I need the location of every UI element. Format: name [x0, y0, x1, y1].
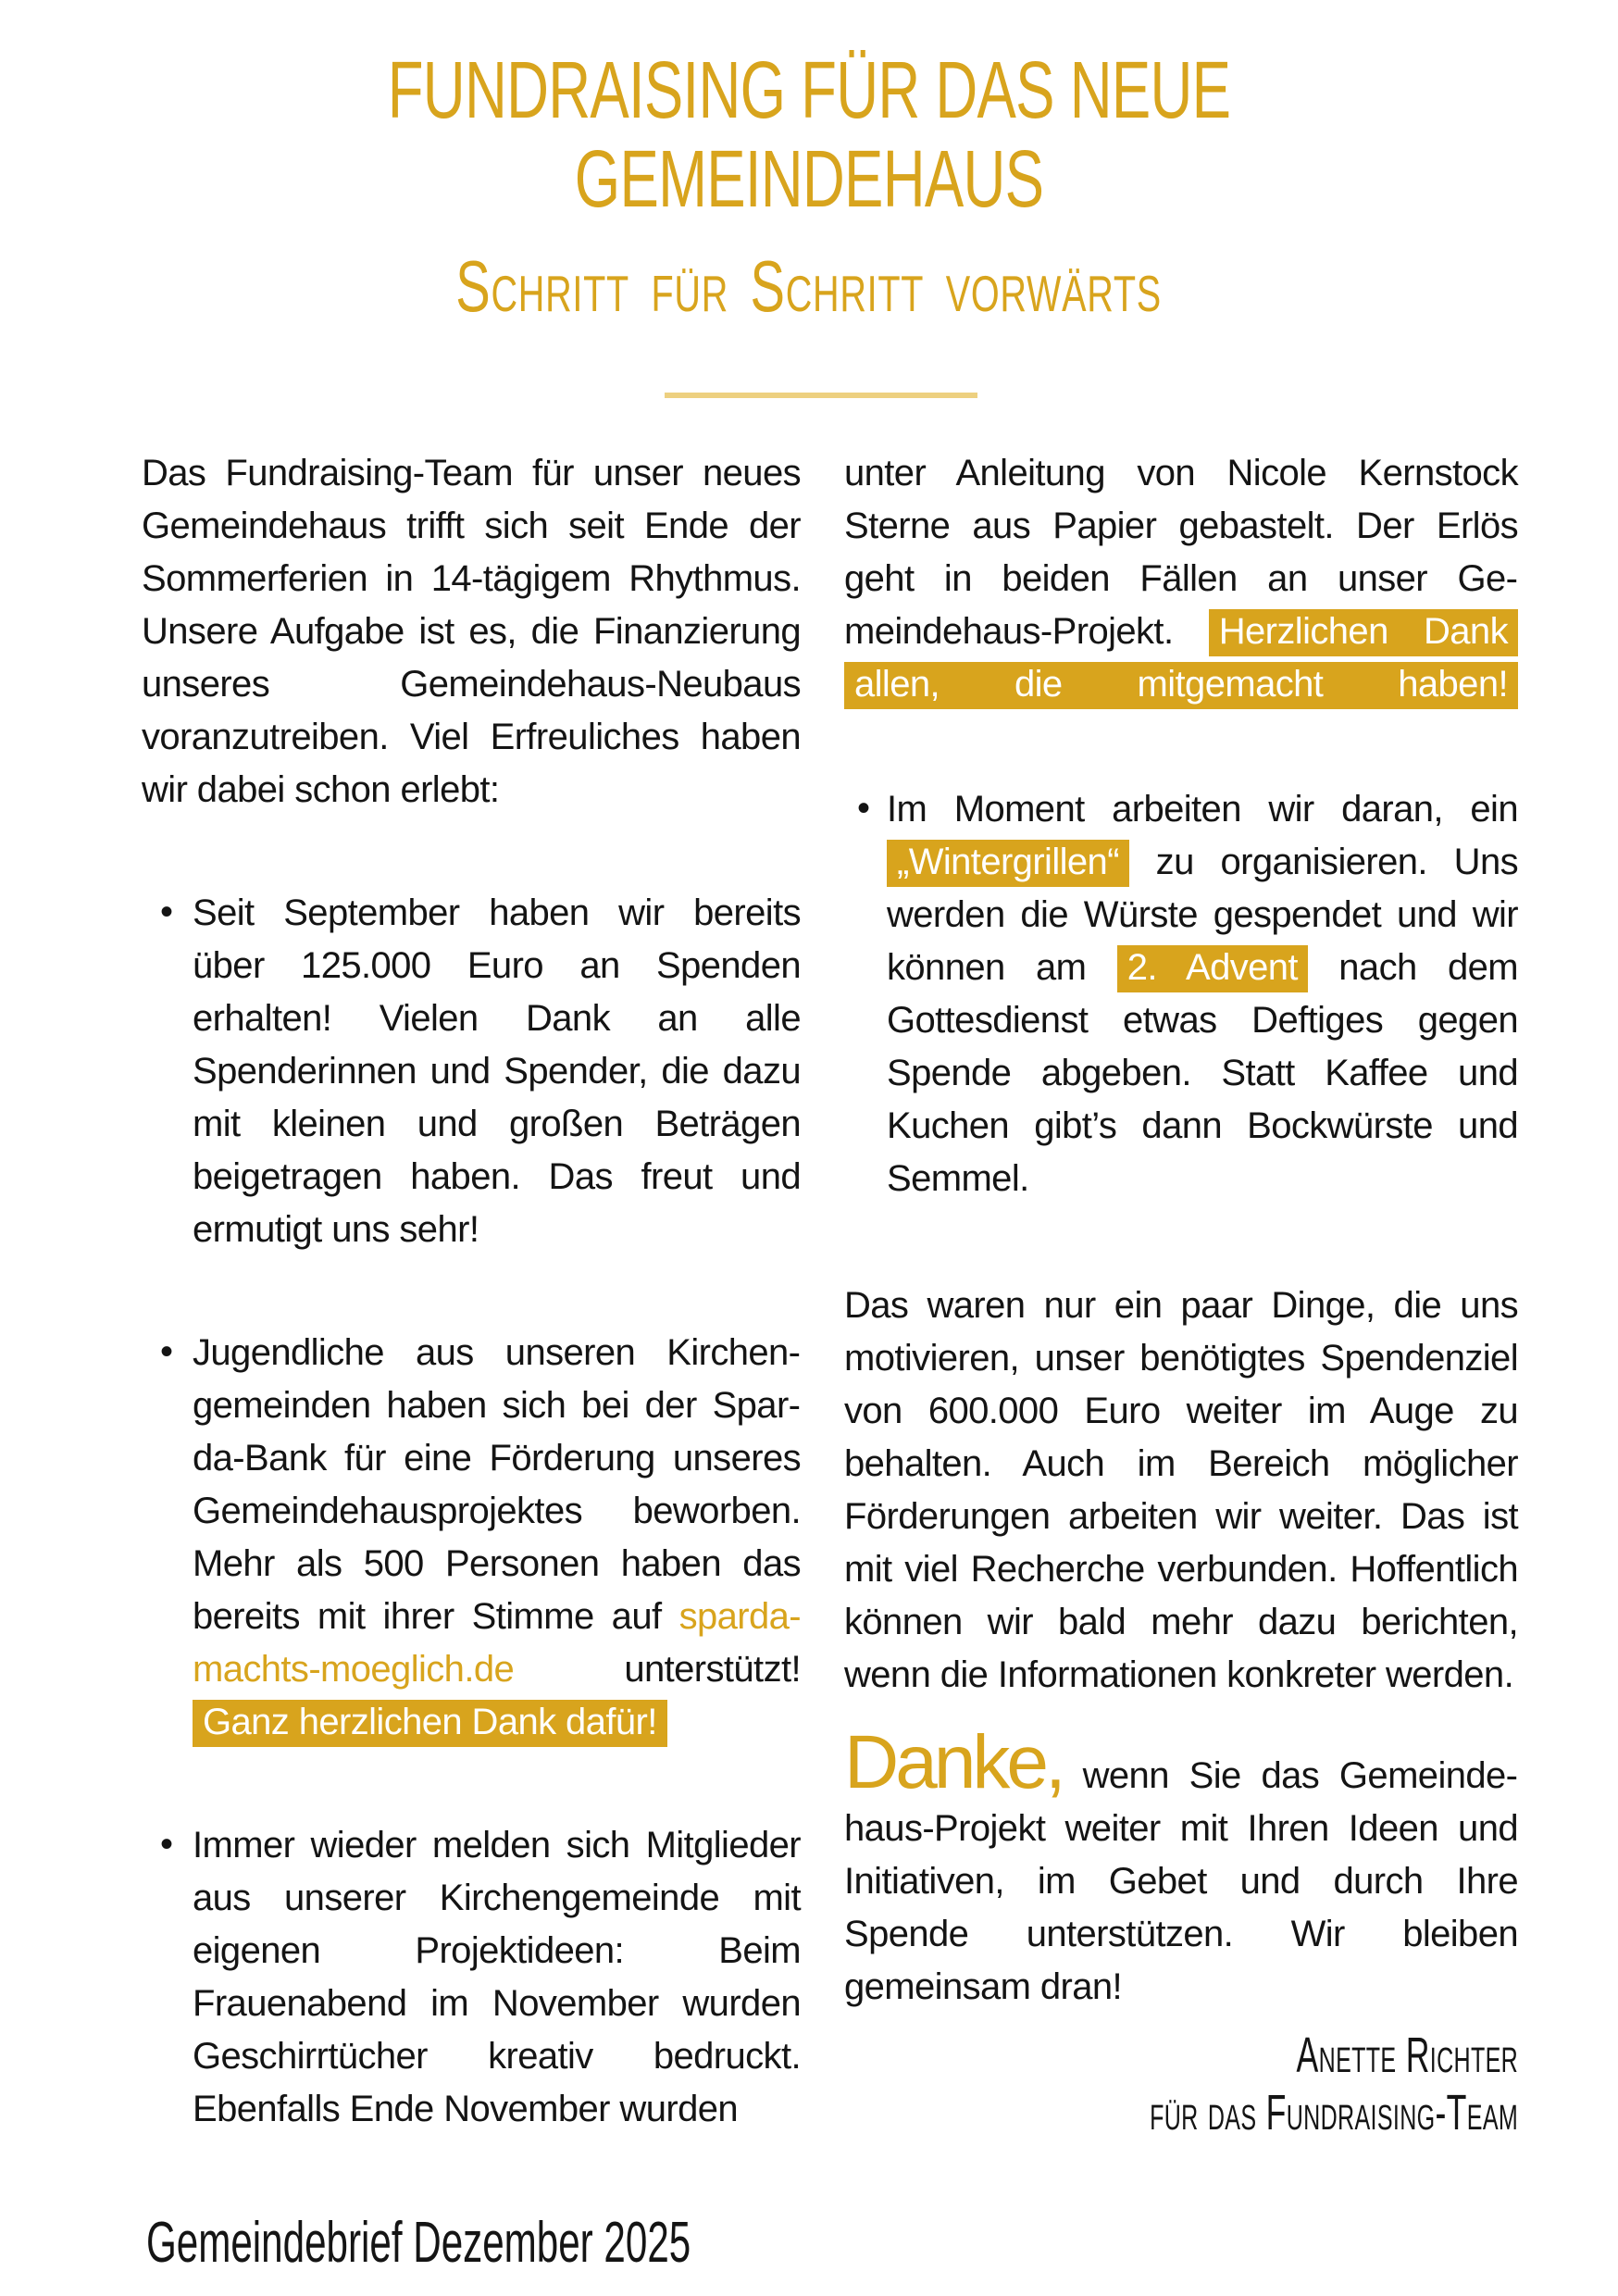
highlight-thanks-sparda: Ganz herzlichen Dank dafür! [193, 1700, 667, 1747]
page-subtitle-text: Schritt für Schritt vorwärts [455, 245, 1163, 327]
list-item-projects [142, 1819, 801, 2136]
bullet-text [887, 783, 1518, 1205]
text-run: wenn Sie das Gemeindehaus-Projekt weiter mit Ihren Ideen und Initiativen, im Gebet und durch Ihre Spende unterstützen. Wir bleiben gemeinsam dran! [844, 1755, 1518, 2007]
highlight-thanks-stars: Herzlichen Dank allen, die mitgemacht haben! [844, 609, 1518, 709]
column-right [844, 447, 1518, 2144]
bullet-icon: • [160, 1331, 173, 1372]
list-item-sparda [142, 1327, 801, 1749]
text-run: unter Anleitung von Nicole Kernstock Sterne aus Papier gebastelt. Der Erlös geht in beiden Fällen an unser Gemeindehaus-Projekt. [844, 453, 1518, 652]
bullet-text [193, 1327, 801, 1749]
column-left [142, 447, 801, 2206]
sparda-link[interactable]: sparda-machts-moeglich.de [193, 1596, 801, 1690]
text-run: Jugendliche aus unseren Kirchengemeinden haben sich bei der Sparda-Bank für eine Förderung unseres Gemeindehausprojektes beworben. Mehr als 500 Personen haben das bereits mit ihrer Stimme auf [193, 1332, 801, 1637]
footer [146, 2211, 947, 2276]
page-title [0, 46, 1618, 224]
text-run: Im Moment arbeiten wir daran, ein [887, 789, 1518, 830]
page-title-text: FUNDRAISING FÜR DAS NEUE GEMEINDEHAUS [387, 45, 1231, 224]
highlight-advent: 2. Advent [1117, 945, 1308, 992]
footer-text: Gemeindebrief Dezember 2025 [146, 2211, 691, 2275]
text-run: nach dem Gottesdienst etwas Deftiges gegen Spende abgeben. Statt Kaffee und Kuchen gibt’s dann Bockwürste und Semmel. [887, 947, 1518, 1199]
list-item-donations [142, 887, 801, 1256]
danke-paragraph [844, 1720, 1518, 2014]
bullet-text: Immer wieder melden sich Mitglieder aus unserer Kirchengemeinde mit eigenen Projektideen: Beim Frauenabend im November wurden Geschirrtücher kreativ bedruckt. Ebenfalls Ende November wurden [193, 1825, 801, 2129]
continuation-paragraph [844, 447, 1518, 711]
danke-lead: Danke, [844, 1720, 1063, 1804]
highlight-wintergrillen: „Wintergrillen“ [887, 840, 1129, 887]
text-run: unterstützt! [514, 1649, 801, 1690]
bullet-text: Seit September haben wir bereits über 125.000 Euro an Spenden erhalten! Vielen Dank an alle Spenderinnen und Spender, die dazu mit kleinen und großen Beträgen beigetragen haben. Das freut und ermutigt uns sehr! [193, 892, 801, 1250]
signature [1150, 2027, 1518, 2141]
divider-rule [665, 393, 977, 398]
signature-name: Anette Richter [1296, 2028, 1518, 2083]
signature-block [844, 2027, 1518, 2144]
goal-paragraph: Das waren nur ein paar Dinge, die uns motivieren, unser benötigtes Spendenziel von 600.000 Euro weiter im Auge zu behalten. Auch im Bereich möglicher Förderungen arbeiten wir weiter. Das ist mit viel Recherche verbunden. Hoffentlich können wir bald mehr dazu berichten, wenn die Informationen konkreter werden. [844, 1285, 1518, 1695]
bullet-icon: • [857, 788, 870, 829]
page-subtitle [0, 246, 1618, 326]
text-run: zu organisieren. Uns werden die Würste gespendet und wir können am [887, 842, 1518, 988]
signature-role: für das Fundraising-Team [1149, 2085, 1518, 2140]
list-item-wintergrillen [844, 783, 1518, 1205]
bullet-icon: • [160, 892, 173, 932]
intro-paragraph: Das Fundraising-Team für unser neues Gemeindehaus trifft sich seit Ende der Sommerferien in 14-tägigem Rhythmus. Unsere Aufgabe ist es, die Finanzierung unseres Gemeindehaus-Neubaus voranzutreiben. Viel Erfreuliches haben wir dabei schon erlebt: [142, 453, 801, 810]
bullet-icon: • [160, 1824, 173, 1865]
